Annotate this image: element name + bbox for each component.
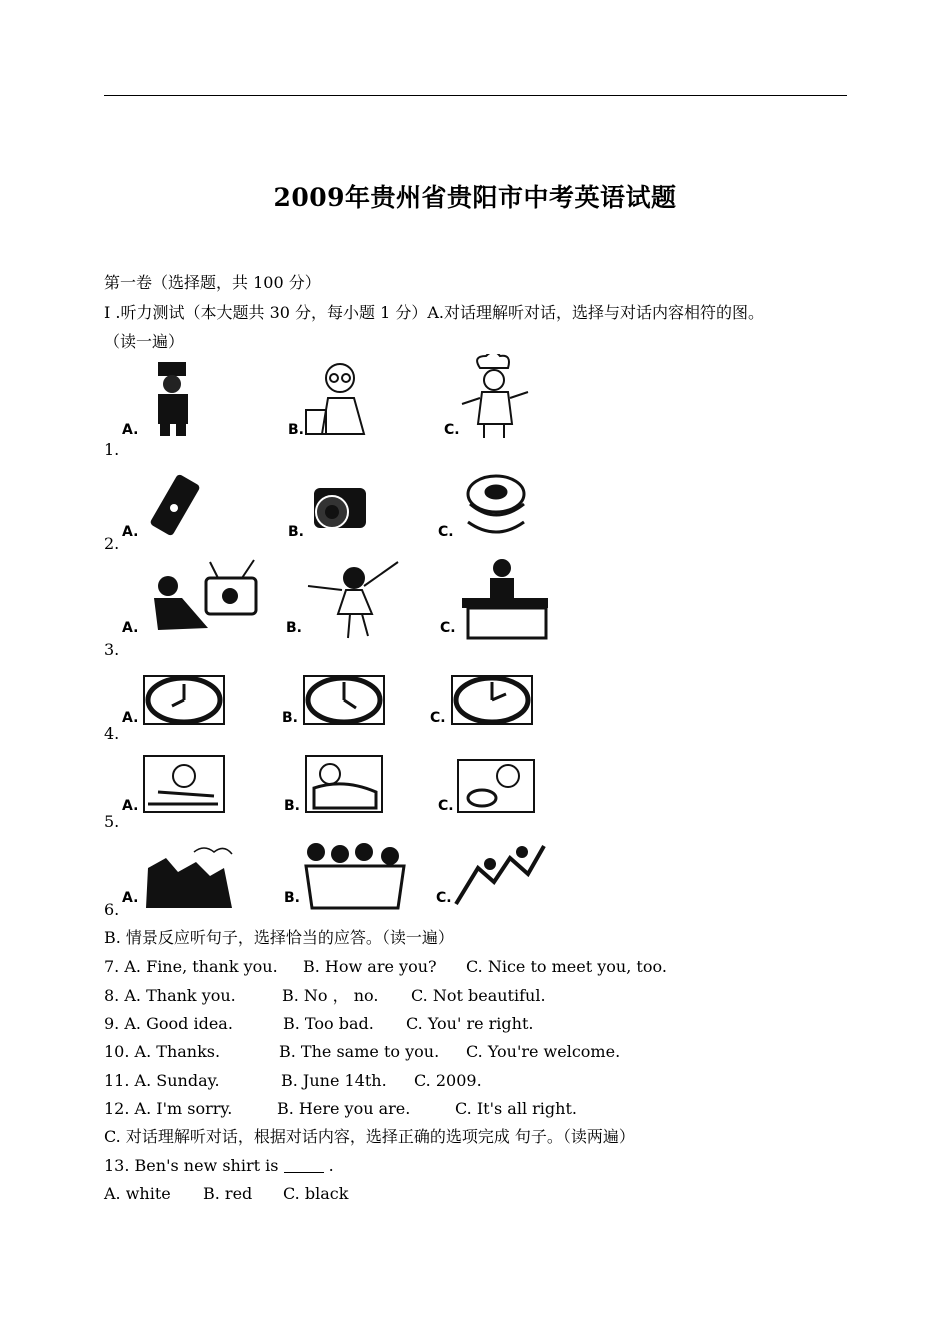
label-c: C. (438, 524, 454, 540)
q6-pictures (118, 838, 558, 910)
label-c: C. (430, 710, 446, 726)
label-c: C. (444, 422, 460, 438)
q13-option-a: A. white (104, 1184, 171, 1203)
q7-option-a: A. Fine, thank you. (124, 957, 278, 976)
q4-pictures (118, 672, 558, 730)
eating-boy-icon (458, 760, 534, 812)
label-a: A. (122, 890, 139, 906)
label-a: A. (122, 620, 139, 636)
q13-option-c: C. black (283, 1184, 349, 1203)
header-rule (104, 95, 847, 96)
label-a: A. (122, 422, 139, 438)
label-b: B. (286, 620, 302, 636)
q9-number: 9. (104, 1014, 120, 1033)
q8-option-a: A. Thank you. (124, 986, 236, 1005)
page-title: 2009年贵州省贵阳市中考英语试题 (273, 183, 677, 212)
q8-option-c: C. Not beautiful. (411, 986, 546, 1005)
q13-stem: 13. Ben's new shirt is (104, 1156, 279, 1175)
q9-option-b: B. Too bad. (283, 1014, 374, 1033)
q2-pictures (118, 470, 558, 545)
desk-worker-figure (462, 559, 548, 638)
q5-number: 5. (104, 812, 120, 831)
q11-option-c: C. 2009. (414, 1071, 482, 1090)
q8-option-b: B. No ， no. (282, 986, 379, 1005)
watching-tv-figure (154, 560, 256, 630)
clock-b-icon (304, 676, 384, 724)
q5-pictures (118, 752, 558, 818)
part1-intro: I .听力测试（本大题共 30 分，每小题 1 分）A.对话理解听对话，选择与对话内容相符的图。 (104, 303, 765, 322)
q8-row (104, 985, 236, 1007)
label-c: C. (436, 890, 452, 906)
q12-option-a: A. I'm sorry. (134, 1099, 233, 1118)
q3-pictures (118, 556, 558, 641)
partB-heading: B. 情景反应听句子，选择恰当的应答。（读一遍） (104, 928, 454, 947)
q12-row (104, 1098, 232, 1120)
label-b: B. (284, 798, 300, 814)
label-a: A. (122, 710, 139, 726)
clock-a-icon (144, 676, 224, 724)
q10-option-c: C. You're welcome. (466, 1042, 621, 1061)
q10-number: 10. (104, 1042, 130, 1061)
label-c: C. (438, 798, 454, 814)
q11-option-b: B. June 14th. (281, 1071, 387, 1090)
sleeping-boy-icon (306, 756, 382, 812)
cd-player-icon (468, 476, 524, 532)
q3-number: 3. (104, 640, 120, 659)
mobile-phone-icon (149, 473, 201, 536)
writing-boy-icon (144, 756, 224, 812)
q1-number: 1. (104, 440, 120, 459)
label-a: A. (122, 798, 139, 814)
dancing-girl-figure (308, 562, 398, 638)
section-heading: 第一卷（选择题，共 100 分） (104, 273, 321, 292)
q10-option-a: A. Thanks. (134, 1042, 221, 1061)
q12-number: 12. (104, 1099, 130, 1118)
skiing-scene-icon (456, 846, 544, 904)
label-b: B. (288, 524, 304, 540)
q11-row (104, 1070, 220, 1092)
q10-option-b: B. The same to you. (279, 1042, 440, 1061)
camera-icon (314, 488, 366, 528)
q7-option-b: B. How are you? (303, 957, 437, 976)
answer-blank (284, 1158, 324, 1173)
label-b: B. (282, 710, 298, 726)
clock-c-icon (452, 676, 532, 724)
q2-number: 2. (104, 534, 120, 553)
q9-option-c: C. You' re right. (406, 1014, 534, 1033)
q6-number: 6. (104, 900, 120, 919)
partC-heading: C. 对话理解听对话，根据对话内容，选择正确的选项完成 句子。（读两遍） (104, 1127, 635, 1146)
police-officer-figure (158, 362, 188, 436)
teacher-figure (306, 364, 364, 434)
q13-option-b: B. red (203, 1184, 253, 1203)
label-c: C. (440, 620, 456, 636)
q4-number: 4. (104, 724, 120, 743)
q7-number: 7. (104, 957, 120, 976)
label-b: B. (284, 890, 300, 906)
label-a: A. (122, 524, 139, 540)
q1-pictures (118, 354, 558, 444)
q10-row (104, 1041, 220, 1063)
q9-row (104, 1013, 233, 1035)
q9-option-a: A. Good idea. (124, 1014, 233, 1033)
q12-option-c: C. It's all right. (455, 1099, 577, 1118)
q13-stem-row (104, 1155, 334, 1177)
q11-number: 11. (104, 1071, 130, 1090)
q13-end: . (328, 1156, 334, 1175)
q12-option-b: B. Here you are. (277, 1099, 411, 1118)
q7-row (104, 956, 278, 978)
q11-option-a: A. Sunday. (134, 1071, 220, 1090)
chef-figure (462, 354, 528, 438)
q8-number: 8. (104, 986, 120, 1005)
part1-note: （读一遍） (104, 332, 185, 351)
label-b: B. (288, 422, 304, 438)
children-group-icon (306, 843, 404, 908)
crowd-scene-icon (146, 848, 232, 908)
q7-option-c: C. Nice to meet you, too. (466, 957, 667, 976)
